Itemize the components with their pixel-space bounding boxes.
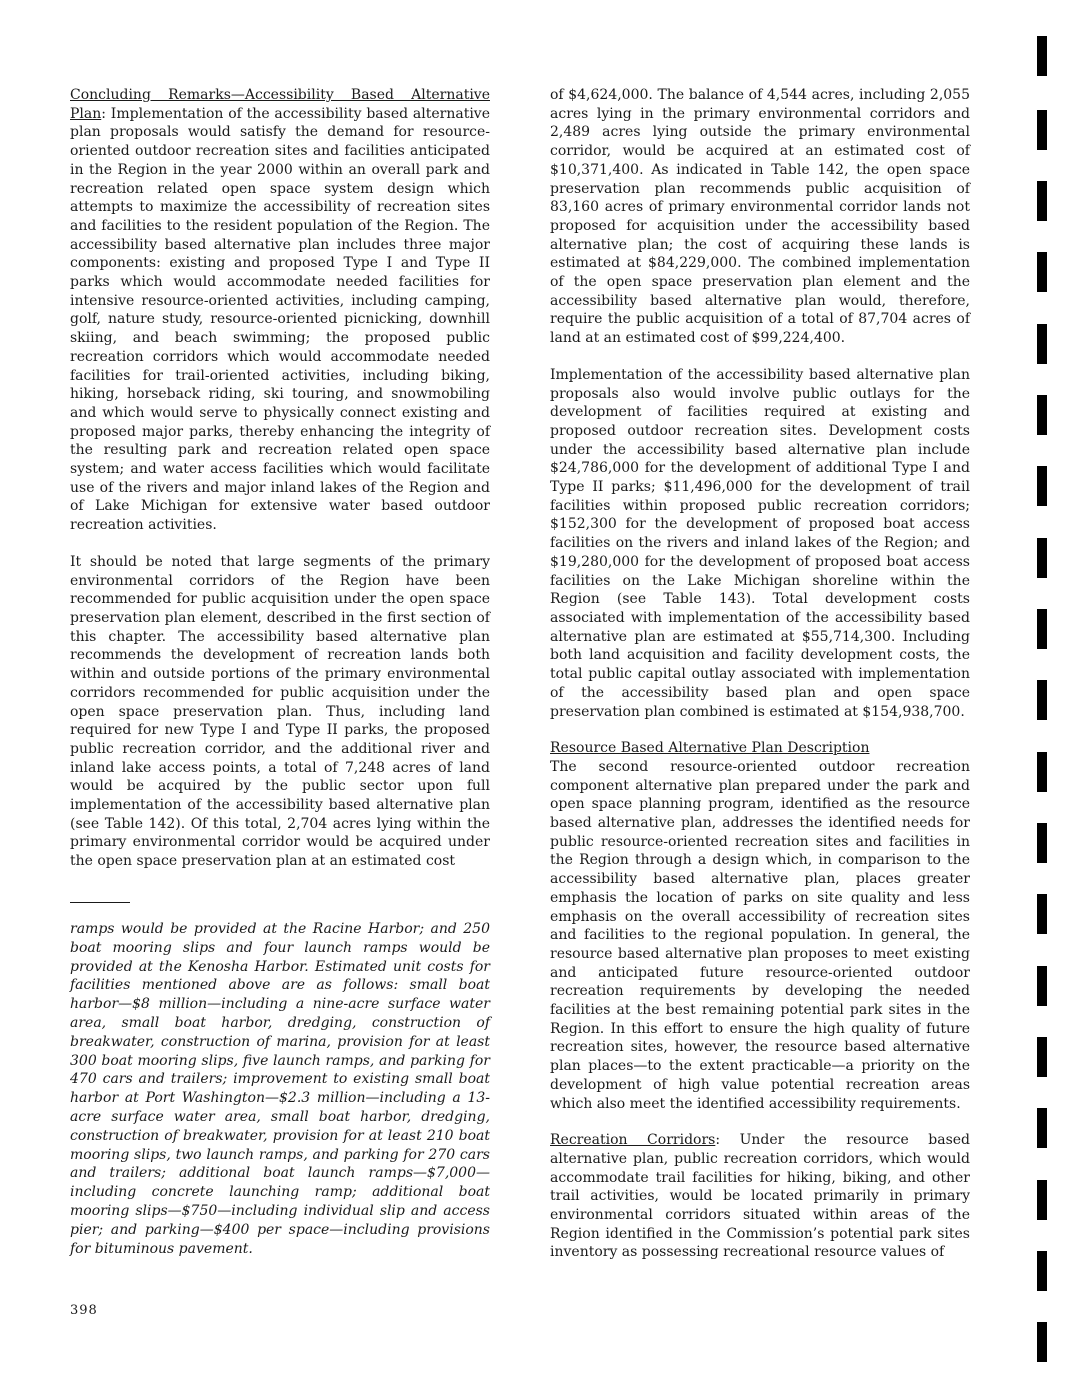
footnote-rule [70, 902, 130, 903]
concluding-remarks-paragraph [70, 86, 490, 535]
scan-mark [1037, 680, 1047, 720]
scan-mark [1037, 823, 1047, 863]
scan-mark [1037, 966, 1047, 1006]
scan-mark [1037, 181, 1047, 221]
footnote-text: ramps would be provided at the Racine Harbor; and 250 boat mooring slips and four launch ramps would be provided at the Kenosha Harbor. Estimated unit costs for facilities mentioned above are as follows: small boat harbor—$8 million—including a nine-acre surface water area, small boat harbor, dredging, construction of breakwater, construction of marina, provision for at least 300 boat mooring slips, five launch ramps, and parking for 470 cars and trailers; improvement to existing small boat harbor at Port Washington—$2.3 million—including a 13-acre surface water area, small boat harbor, dredging, construction of breakwater, provision for at least 210 boat mooring slips, two launch ramps, and parking for 270 cars and trailers; additional boat launch ramps—$7,000—including concrete launching ramp; additional boat mooring slips—$750—including individual slip and access pier; and parking—$400 per space—including provisions for bituminous pavement. [70, 921, 490, 1257]
development-cost-paragraph: Implementation of the accessibility based alternative plan proposals also would involve public outlays for the development of facilities required at existing and proposed outdoor recreation sites. Development costs under the accessibility based alternative plan include $24,786,000 for the development of additional Type I and Type II parks; $11,496,000 for the development of trail facilities within proposed public recreation corridors; $152,300 for the development of proposed boat access facilities on the rivers and inland lakes of the Region; and $19,280,000 for the development of proposed boat access facilities on the Lake Michigan shoreline within the Region (see Table 143). Total development costs associated with implementation of the accessibility based alternative plan are estimated at $55,714,300. Including both land acquisition and facility development costs, the total public capital outlay associated with implementation of the accessibility based plan and open space preservation plan combined is estimated at $154,938,700. [550, 366, 970, 720]
scan-mark [1037, 752, 1047, 792]
concluding-remarks-heading: Concluding Remarks—Accessibility Based Alternative Plan [70, 87, 490, 122]
recreation-corridors-text: : Under the resource based alternative plan, public recreation corridors, which would accommodate trail facilities for hiking, biking, and other trail activities, would be located primarily in primary environmental corridors situated within areas of the Region identified in the Commission’s potential park sites inventory as possessing recreational resource values of [550, 1132, 970, 1261]
concluding-remarks-text: : Implementation of the accessibility based alternative plan proposals would satisfy the demand for resource-oriented outdoor recreation sites and facilities anticipated in the Region in the year 2000 within an overall park and recreation related open space system design which attempts to maximize the accessibility of recreation sites and facilities to the resident population of the Region. The accessibility based alternative plan includes three major components: existing and proposed Type I and Type II parks which would accommodate needed facilities for intensive resource-oriented activities, including camping, golf, nature study, resource-oriented picnicking, downhill skiing, and beach swimming; the proposed public recreation corridors which would accommodate needed facilities for trail-oriented activities, including biking, hiking, horseback riding, ski touring, and snowmobiling and which would serve to physically connect existing and proposed major parks, thereby enhancing the integrity of the resulting park and recreation related open space system; and water access facilities which would facilitate use of the rivers and major inland lakes of the Region and of Lake Michigan for extensive water based outdoor recreation activities. [70, 105, 490, 534]
scan-mark [1037, 538, 1047, 578]
scan-mark [1037, 1037, 1047, 1077]
scan-mark [1037, 894, 1047, 934]
scan-mark [1037, 466, 1047, 506]
resource-based-description-paragraph: The second resource-oriented outdoor recreation component alternative plan prepared under the park and open space planning program, identified as the resource based alternative plan, addresses the identified needs for public resource-oriented recreation sites and facilities in the Region through a design which, in comparison to the accessibility based alternative plan, places greater emphasis the location of parks on site quality and less emphasis on the overall accessibility of recreation sites and facilities to the regional population. In general, the resource based alternative plan proposes to meet existing and anticipated future resource-oriented outdoor recreation requirements by developing the needed facilities at the best remaining potential park sites in the Region. In this effort to ensure the high quality of future recreation sites, however, the resource based alternative plan places—to the extent practicable—a priority on the development of high value potential recreation areas which also meet the identified accessibility requirements. [550, 758, 970, 1112]
scan-mark [1037, 1322, 1047, 1362]
scan-mark [1037, 36, 1047, 76]
primary-corridors-paragraph: It should be noted that large segments of the primary environmental corridors of the Region have been recommended for public acquisition under the open space preservation plan element, described in the first section of this chapter. The accessibility based alternative plan recommends the development of recreation lands both within and outside portions of the primary environmental corridors recommended for public acquisition under the open space preservation plan. Thus, including land required for new Type I and Type II parks, the proposed public recreation corridor, and the additional river and inland lake access points, a total of 7,248 acres of land would be acquired by the public sector upon full implementation of the accessibility based alternative plan (see Table 142). Of this total, 2,704 acres lying within the primary environmental corridor would be acquired under the open space preservation plan at an estimated cost [70, 553, 490, 870]
scan-mark [1037, 252, 1047, 292]
scan-mark [1037, 110, 1047, 150]
acquisition-cost-paragraph: of $4,624,000. The balance of 4,544 acres, including 2,055 acres lying in the primary environmental corridors and 2,489 acres lying outside the primary environmental corridor, would be acquired at an estimated cost of $10,371,400. As indicated in Table 142, the open space preservation plan recommends public acquisition of 83,160 acres of primary environmental corridor lands not proposed for acquisition under the accessibility based alternative plan; the cost of acquiring these lands is estimated at $84,229,000. The combined implementation of the open space preservation plan element and the accessibility based alternative plan would, therefore, require the public acquisition of a total of 87,704 acres of land at an estimated cost of $99,224,400. [550, 87, 970, 347]
scan-mark [1037, 1108, 1047, 1148]
scan-mark [1037, 1180, 1047, 1220]
recreation-corridors-heading: Recreation Corridors [550, 1132, 716, 1149]
scan-mark [1037, 324, 1047, 364]
scan-mark [1037, 395, 1047, 435]
resource-based-section-heading: Resource Based Alternative Plan Description [550, 740, 870, 757]
left-column [70, 86, 490, 871]
scan-mark [1037, 609, 1047, 649]
scan-mark [1037, 1251, 1047, 1291]
page-number: 398 [70, 1303, 98, 1318]
recreation-corridors-paragraph [550, 1131, 970, 1262]
right-column [550, 86, 970, 1262]
scan-registration-marks [1037, 0, 1049, 1380]
